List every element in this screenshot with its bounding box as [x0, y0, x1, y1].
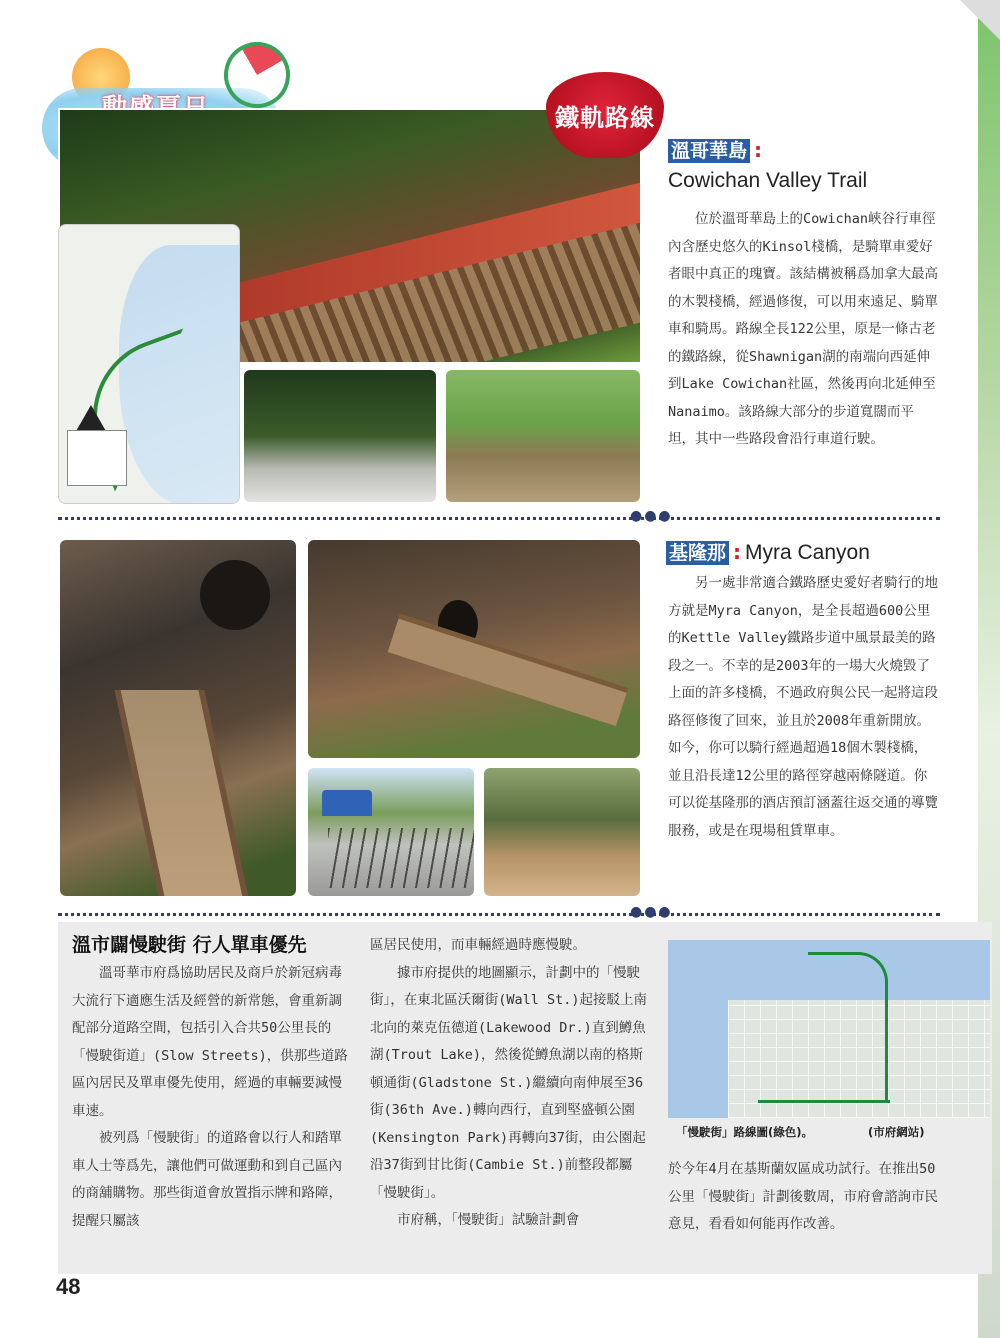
- trail-logo-icon: [75, 405, 107, 433]
- section2-body: 另一處非常適合鐵路歷史愛好者騎行的地方就是Myra Canyon，是全長超過600公里的Kettle Valley鐵路步道中風景最美的路段之一。不幸的是2003年的一場大火燒毀了上面的許多棧橋，不過政府與公民一起將這段路徑修復了回來，並且於2008年重新開放。如今，你可以騎行經過超過18個木製棧橋，並且沿長達12公里的路徑穿越兩條隧道。你可以從基隆那的酒店預訂涵蓋往返交通的導覽服務，或是在現場租賃單車。: [668, 575, 938, 839]
- colon-mark: :: [754, 138, 763, 162]
- forest-trail-photo: [242, 368, 438, 504]
- divider: [58, 913, 940, 916]
- map-route: [808, 952, 888, 1102]
- trail-map-image: [58, 224, 240, 504]
- map-caption: 「慢駛街」路線圖(綠色)。: [676, 1125, 814, 1139]
- map-legend: [67, 430, 127, 486]
- bike-rental-photo: [306, 766, 476, 898]
- section1-heading: [668, 138, 968, 193]
- news-column-1: 溫哥華市府爲協助居民及商戶於新冠病毒大流行下適應生活及經營的新常態，會重新調配部分道路空間，包括引入合共50公里長的「慢駛街道」(Slow Streets)，供那些道路區內居民及單車優先使用，經過的車輛要減慢車速。 被列爲「慢駛街」的道路會以行人和踏單車人士等爲先，讓他們可做運動和到自己區內的商舖購物。那些街道會放置指示牌和路障，提醒只屬該: [72, 965, 348, 1229]
- news-title: 溫市闢慢駛街 行人單車優先: [72, 934, 307, 956]
- map-route: [758, 1100, 890, 1103]
- divider: [58, 517, 940, 520]
- section2-heading: [666, 540, 966, 565]
- park-bridge-photo: [444, 368, 642, 504]
- cyclists-photo: [482, 766, 642, 898]
- section1-region: 溫哥華島: [668, 139, 750, 163]
- colon-mark: :: [733, 540, 742, 564]
- bridge-shape: [388, 614, 629, 726]
- news-column-2: 區居民使用，而車輛經過時應慢駛。 據市府提供的地圖顯示，計劃中的「慢駛街」，在東北區沃爾街(Wall St.)起接駁上南北向的萊克伍德道(Lakewood Dr.)直到鱒魚湖(Trout Lake)，然後從鱒魚湖以南的格斯頓通街(Gladstone St.)繼續向南伸展至36街(36th Ave.)轉向西行，直到堅盛頓公園(Kensington Park)再轉向37街，由公園起沿37街到甘比街(Cambie St.)前整段都屬「慢駛街」。 市府稱，「慢駛街」試驗計劃會: [370, 937, 648, 1228]
- bike-rack: [328, 828, 476, 888]
- tent-shape: [322, 790, 372, 816]
- page-fold: [960, 0, 1000, 40]
- news-column-3: 於今年4月在基斯蘭奴區成功試行。在推出50公里「慢駛街」計劃後數周，市府會諮詢市民意見，看看如何能再作改善。: [668, 1161, 938, 1232]
- page-number: 48: [56, 1274, 81, 1299]
- map-credit: (市府網站): [868, 1125, 925, 1139]
- badge-label: 鐵軌路線: [555, 103, 655, 132]
- trestle-path: [114, 690, 255, 898]
- section2-region: 基隆那: [666, 541, 729, 565]
- section-badge: [546, 72, 664, 158]
- map-water: [668, 940, 728, 1118]
- section1-body: 位於溫哥華島上的Cowichan峽谷行車徑內含歷史悠久的Kinsol棧橋，是騎單車愛好者眼中真正的瑰寶。該結構被稱爲加拿大最高的木製棧橋，經過修復，可以用來遠足、騎單車和騎馬。路線全長122公里，原是一條古老的鐵路線，從Shawnigan湖的南端向西延伸到Lake Cowichan社區，然後再向北延伸至Nanaimo。該路線大部分的步道寬闊而平坦，其中一些路段會沿行車道行駛。: [668, 211, 938, 447]
- divider-dots: ●●●: [630, 508, 673, 524]
- slow-streets-map: [668, 940, 990, 1118]
- canyon-trestle-photo: [58, 538, 298, 898]
- section1-place: Cowichan Valley Trail: [668, 169, 868, 192]
- canyon-bridge-photo: [306, 538, 642, 760]
- divider-dots: ●●●: [630, 904, 673, 920]
- tunnel-shape: [200, 560, 270, 630]
- section2-place: Myra Canyon: [745, 541, 870, 564]
